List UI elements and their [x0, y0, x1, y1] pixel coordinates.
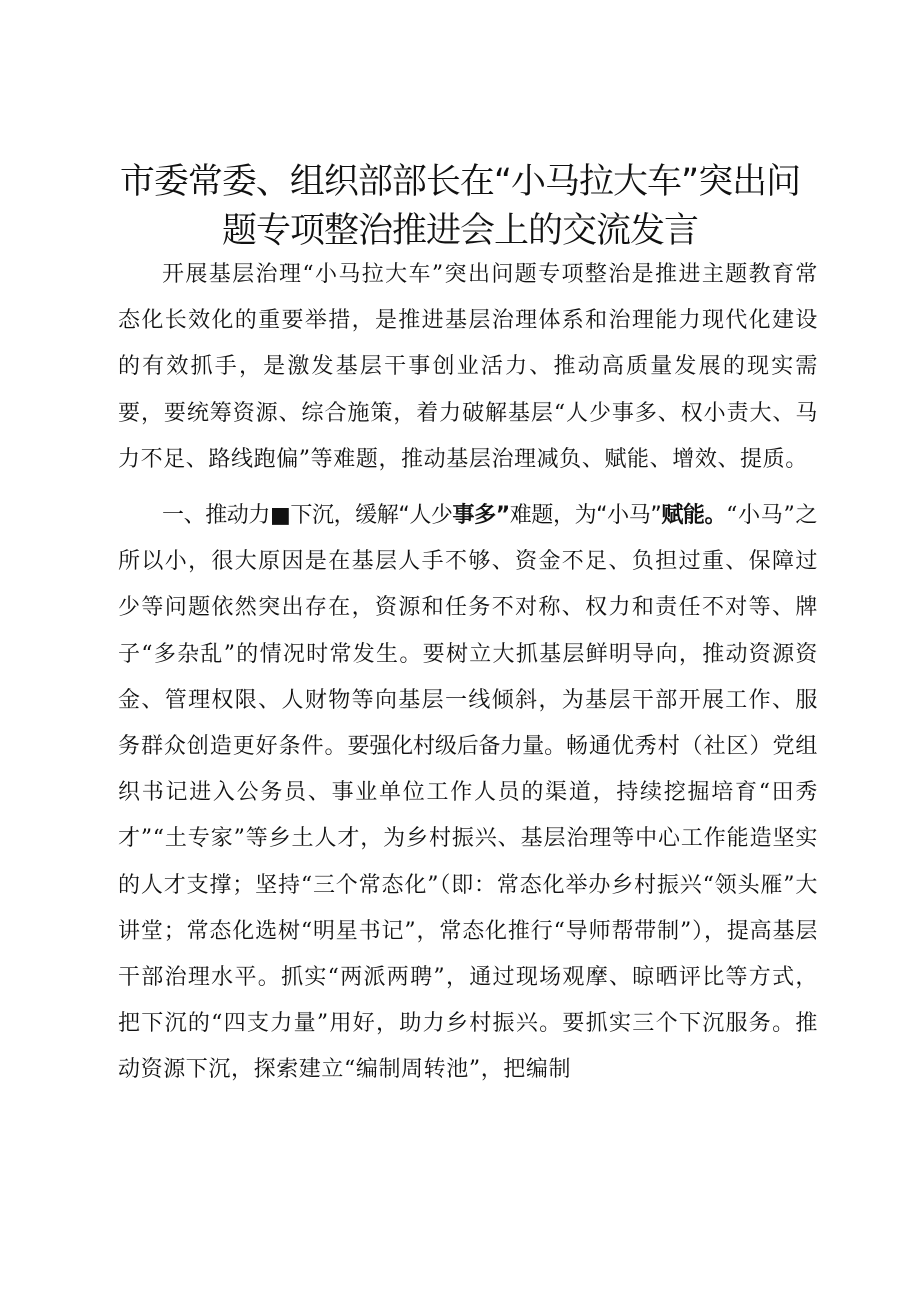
section-1-heading-part-a: 一、推动力	[162, 503, 270, 529]
section-1-paragraph	[118, 493, 818, 1094]
section-1-heading-bold: 事多”	[452, 503, 510, 529]
page-title	[110, 158, 810, 256]
section-1-text-2: 畅通优秀村（社区）党组织书记进入公务员、事业单位工作人员的渠道，持续挖掘培育“田秀才”“土专家”等乡土人才，为乡村振兴、基层治理等中心工作能造坚实的人才支撑；坚持“三个常态化”（即：常态化举办乡村振兴“领头雁”大讲堂；常态化选树“明星书记”，常态化推行“导师帮带制”），提高基层干部治理水平。抓实“两派两聘”，通过现场观摩、晾晒评比等方式，把下沉的“四支力量”用好，助力乡村振兴。要抓实三个下沉服务。推动资源下沉，探索建立“编制周转池”，把编制	[118, 734, 818, 1083]
section-1-heading-part-c: 难题，为“小马”	[509, 503, 662, 529]
document-body	[118, 252, 818, 1094]
title-line-1: 市委常委、组织部部长在“小马拉大车”突出问	[119, 162, 801, 202]
subheading-village-reserve: 要强化村级后备力量。	[347, 734, 566, 760]
title-line-2: 题专项整治推进会上的交流发言	[221, 211, 698, 251]
section-1-heading-part-b: 下沉，缓解“人少	[290, 503, 453, 529]
section-1-heading-part-d: 赋能。	[661, 503, 727, 529]
intro-paragraph: 开展基层治理“小马拉大车”突出问题专项整治是推进主题教育常态化长效化的重要举措，是推进基层治理体系和治理能力现代化建设的有效抓手，是激发基层干事创业活力、推动高质量发展的现实需要，要统筹资源、综合施策，着力破解基层“人少事多、权小责大、马力不足、路线跑偏”等难题，推动基层治理减负、赋能、增效、提质。	[118, 262, 818, 472]
heading-mark: ■	[269, 503, 291, 529]
section-1-text-1: “小马”之所以小，很大原因是在基层人手不够、资金不足、负担过重、保障过少等问题依然突出存在，资源和任务不对称、权力和责任不对等、牌子“多杂乱”的情况时常发生。要树立大抓基层鲜明导向，推动资源资金、管理权限、人财物等向基层一线倾斜，为基层干部开展工作、服务群众创造更好条件。	[118, 503, 818, 760]
